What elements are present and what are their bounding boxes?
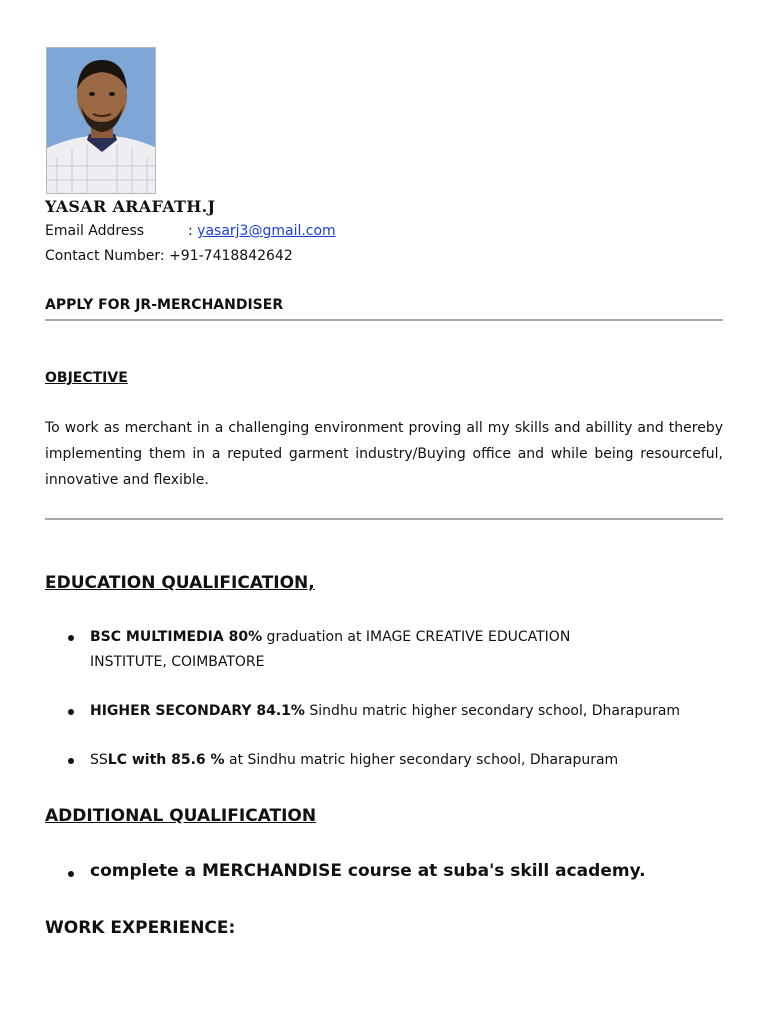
education-item-rest: Sindhu matric higher secondary school, Dharapuram xyxy=(304,703,681,719)
bullet-icon xyxy=(68,709,74,715)
email-row xyxy=(45,223,336,239)
education-item-text xyxy=(90,699,690,724)
education-item-rest: at Sindhu matric higher secondary school, Dharapuram xyxy=(224,752,619,768)
candidate-name: YASAR ARAFATH.J xyxy=(45,197,216,216)
work-experience-heading: WORK EXPERIENCE: xyxy=(45,918,236,938)
divider-line xyxy=(45,319,723,321)
contact-number: Contact Number: +91-7418842642 xyxy=(45,248,293,264)
divider-line xyxy=(45,518,723,520)
apply-position: APPLY FOR JR-MERCHANDISER xyxy=(45,297,284,313)
education-heading: EDUCATION QUALIFICATION, xyxy=(45,573,315,593)
education-item-text xyxy=(90,625,580,675)
email-label: Email Address xyxy=(45,223,145,239)
education-item-text xyxy=(90,748,690,773)
education-item-rest: graduation at IMAGE CREATIVE EDUCATION INSTITUTE, COIMBATORE xyxy=(90,629,571,670)
bullet-icon xyxy=(68,758,74,764)
education-item-bold: LC with 85.6 % xyxy=(107,752,225,768)
bullet-icon xyxy=(68,635,74,641)
education-item-bold: HIGHER SECONDARY 84.1% xyxy=(90,703,305,719)
bullet-icon xyxy=(68,871,74,877)
email-separator: : xyxy=(188,223,193,239)
profile-photo xyxy=(46,47,156,194)
education-item-prefix: SS xyxy=(90,752,108,768)
email-link[interactable]: yasarj3@gmail.com xyxy=(197,223,336,239)
additional-item-text: complete a MERCHANDISE course at suba's skill academy. xyxy=(90,861,646,881)
education-item-bold: BSC MULTIMEDIA 80% xyxy=(90,629,263,645)
objective-heading: OBJECTIVE xyxy=(45,370,128,386)
education-item xyxy=(45,699,685,724)
education-item xyxy=(45,748,685,773)
education-item xyxy=(45,625,685,675)
additional-qualification-heading: ADDITIONAL QUALIFICATION xyxy=(45,806,317,826)
objective-text: To work as merchant in a challenging environment proving all my skills and abillity and thereby implementing them in a reputed garment industry/Buying office and while being resourceful, innovative and flexible. xyxy=(45,420,723,488)
additional-item xyxy=(45,859,685,884)
